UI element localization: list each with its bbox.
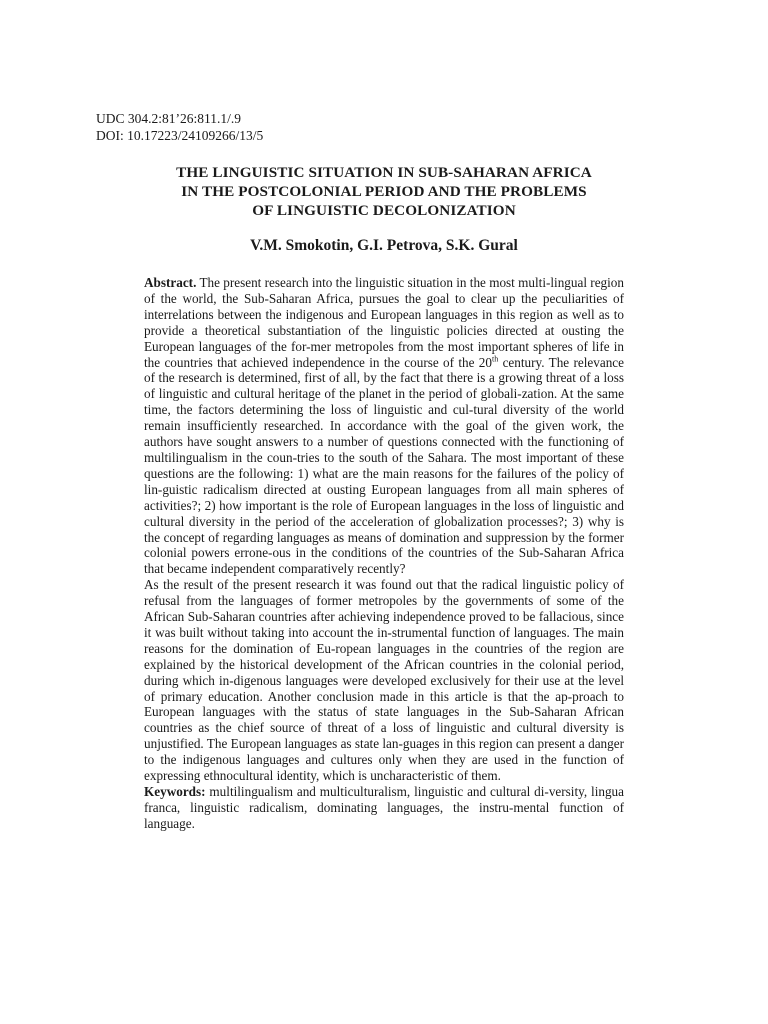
article-identifiers xyxy=(96,110,263,144)
abstract-paragraph-2: As the result of the present research it was found out that the radical linguistic policy of refusal from the languages of former metropoles by the governments of some of the African Sub-Saharan countries after achieving independence proved to be fallacious, since it was built without taking into account the in-strumental function of languages. The main reasons for the domination of Eu-ropean languages in the countries of the region are explained by the historical development of the African countries in the colonial period, during which in-digenous languages were developed exclusively for their use at the level of primary education. Another conclusion made in this article is that the ap-proach to European languages with the status of state languages in the Sub-Saharan African countries as the chief source of threat of a loss of linguistic and cultural diversity is unjustified. The European languages as state lan-guages in this region can present a danger to the indigenous languages and cultures only when they are used in the function of expressing ethnocultural identity, which is uncharacteristic of them. xyxy=(144,577,624,784)
keywords-label: Keywords: xyxy=(144,784,206,799)
keywords-text: multilingualism and multiculturalism, linguistic and cultural di-versity, lingua franca, linguistic radicalism, dominating languages, the instru-mental function of language. xyxy=(144,784,624,831)
title-line-1: THE LINGUISTIC SITUATION IN SUB-SAHARAN AFRICA xyxy=(176,164,592,181)
author-list: V.M. Smokotin, G.I. Petrova, S.K. Gural xyxy=(250,237,518,254)
abstract-text-1a: The present research into the linguistic situation in the most multi-lingual region of the world, the Sub-Saharan Africa, pursues the goal to clear up the peculiarities of interrelations between the indigenous and European languages in this region as well as to provide a theoretical substantiation of the linguistic policies directed at ousting the European languages of the for-mer metropoles from the most important spheres of life in the countries that achieved independence in the course of the 20 xyxy=(144,275,624,370)
title-line-2: IN THE POSTCOLONIAL PERIOD AND THE PROBLEMS xyxy=(181,183,587,200)
title-line-3: OF LINGUISTIC DECOLONIZATION xyxy=(252,202,516,219)
abstract-block xyxy=(144,275,624,832)
doi: DOI: 10.17223/24109266/13/5 xyxy=(96,128,264,143)
paper-title xyxy=(96,163,672,220)
abstract-label: Abstract. xyxy=(144,275,197,290)
ordinal-superscript: th xyxy=(492,354,499,364)
keywords-paragraph xyxy=(144,784,624,832)
abstract-text-1b: century. The relevance of the research is determined, first of all, by the fact that there is a growing threat of a loss of linguistic and cultural heritage of the planet in the period of globali-zation. At the same time, the factors determining the loss of linguistic and cul-tural diversity of the world remain insufficiently researched. In accordance with the goal of the given work, the authors have sought answers to a number of questions connected with the functioning of multilingualism in the coun-tries to the south of the Sahara. The most important of these questions are the following: 1) what are the main reasons for the failures of the policy of lin-guistic radicalism directed at ousting European languages from all main spheres of activities?; 2) how important is the role of European languages in the loss of linguistic and cultural diversity in the period of the acceleration of globalization processes?; 3) why is the concept of regarding languages as means of domination and suppression by the former colonial powers errone-ous in the conditions of the countries of the Sub-Saharan Africa that became independent comparatively recently? xyxy=(144,354,624,577)
udc-code: UDC 304.2:81’26:811.1/.9 xyxy=(96,111,241,126)
abstract-paragraph-1 xyxy=(144,275,624,577)
